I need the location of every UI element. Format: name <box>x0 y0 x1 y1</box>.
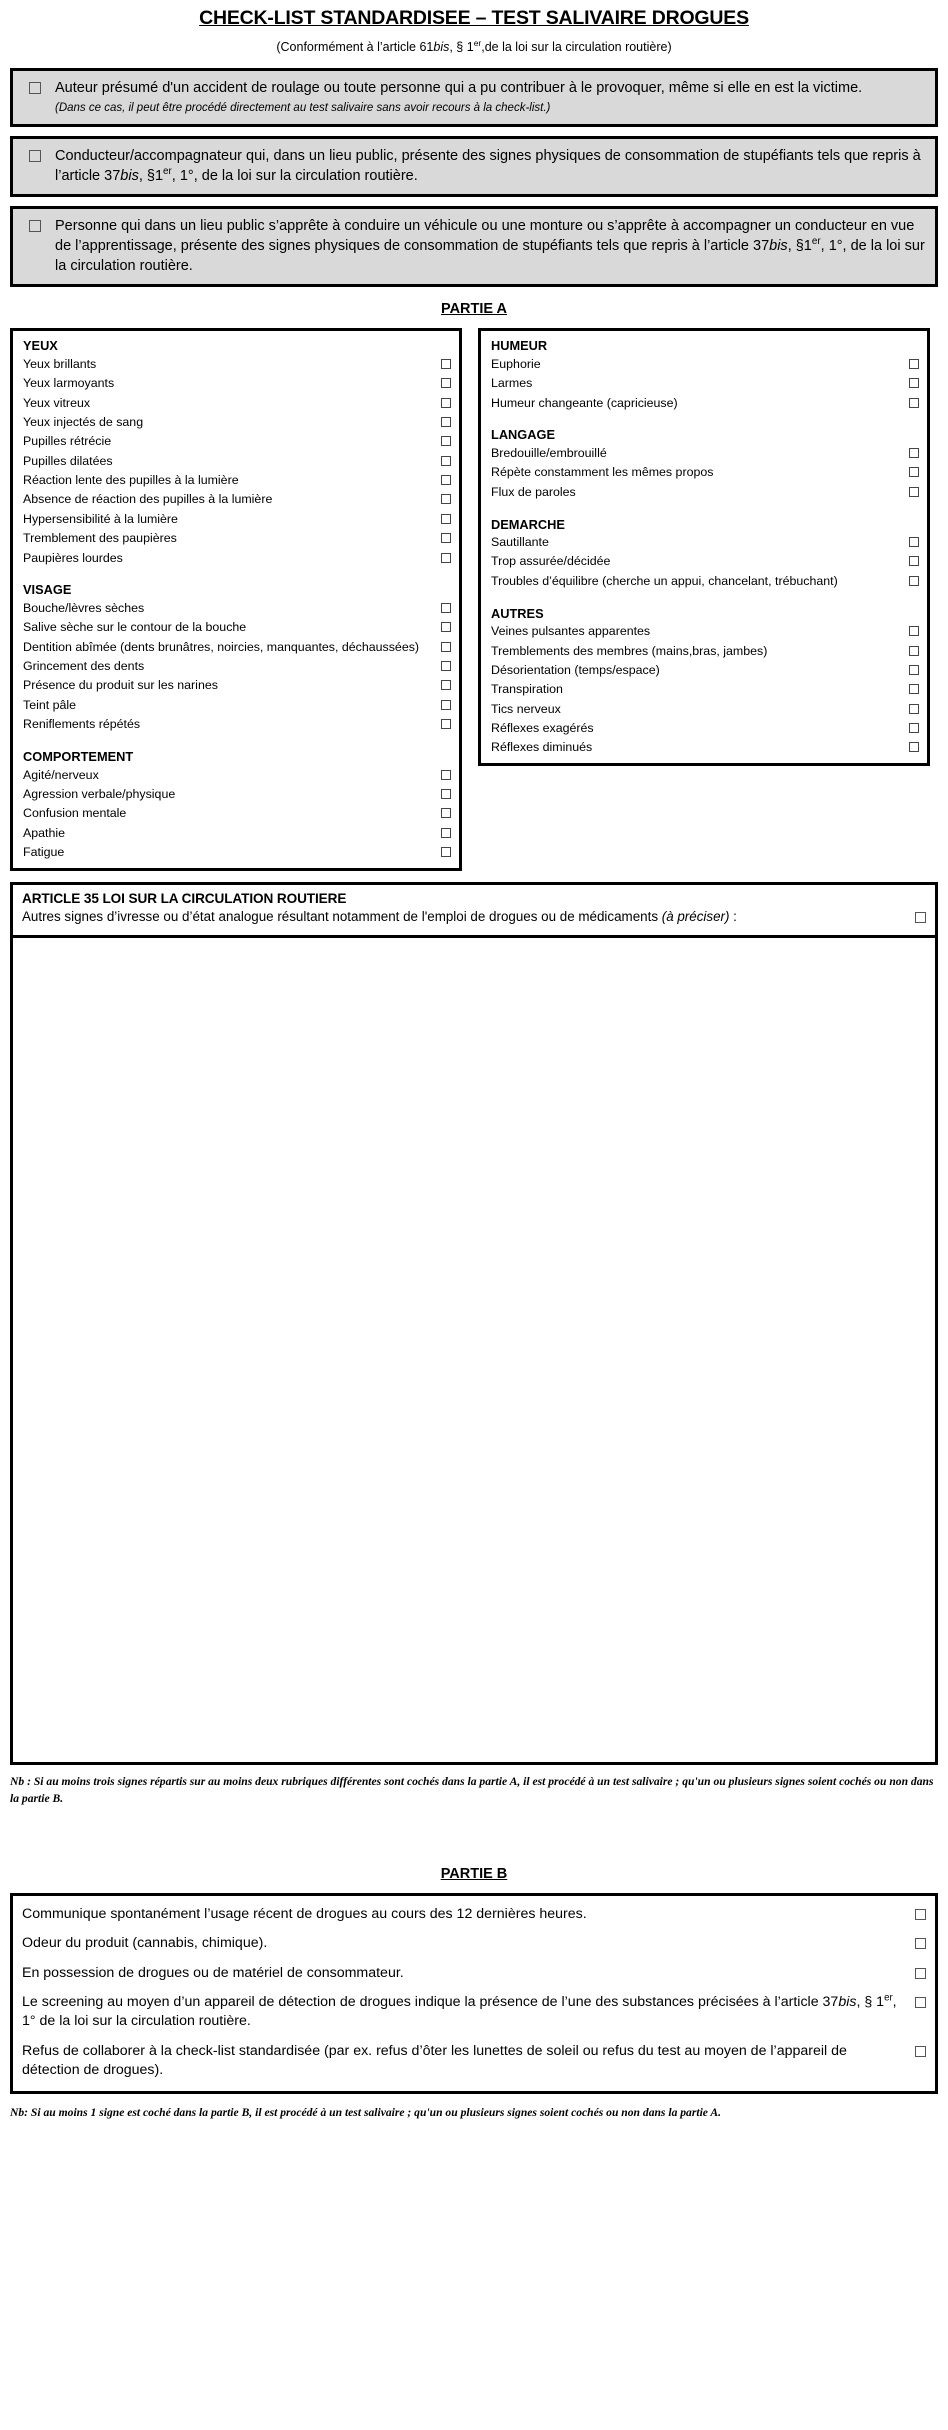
criterion-driver-accompanist-checkbox[interactable] <box>29 150 41 162</box>
checklist-item[interactable] <box>21 451 451 470</box>
checklist-item[interactable] <box>21 823 451 842</box>
checklist-item-label-desorientation-temps-espace: Désorientation (temps/espace) <box>491 662 660 677</box>
checklist-item-label-reaction-lente-des-pupilles-a-la-lumiere: Réaction lente des pupilles à la lumière <box>23 473 239 488</box>
partie-b-item-label-en-possession-de-drogues-ou-de-materiel-de-conso: En possession de drogues ou de matériel de consommateur. <box>22 1964 404 1981</box>
checklist-item-checkbox-confusion-mentale[interactable] <box>441 808 451 818</box>
checklist-item-label-yeux-brillants: Yeux brillants <box>23 356 97 371</box>
checklist-item[interactable] <box>21 784 451 803</box>
checklist-item-label-bouche-levres-seches: Bouche/lèvres sèches <box>23 600 145 615</box>
criterion-driver-accompanist-label: Conducteur/accompagnateur qui, dans un lieu public, présente des signes physiques de consommation de stupéfiants tels que repris à l’article 37 <box>55 148 921 185</box>
article-35-prompt-italic: (à préciser) <box>661 908 730 924</box>
checklist-item[interactable] <box>489 374 919 393</box>
partie-b-item[interactable] <box>22 1959 926 1988</box>
criterion-about-to-drive-label: Personne qui dans un lieu public s’apprête à conduire un véhicule ou une monture ou s’apprête à accompagner un conducteur en vue de l’apprentissage, présente des signes physiques de consommation de stupéfiants tels que repris à l’article 37 <box>55 218 915 255</box>
checklist-item-checkbox-tremblement-des-paupieres[interactable] <box>441 533 451 543</box>
subtitle-prefix: (Conformément à l’article 61 <box>276 40 434 55</box>
group-heading-comportement: COMPORTEMENT <box>23 749 134 765</box>
checklist-item[interactable] <box>21 412 451 431</box>
spacer <box>10 1808 938 1852</box>
criterion-accident-author-label: Auteur présumé d'un accident de roulage ou toute personne qui a pu contribuer à le provoquer, même si elle en est la victime. <box>55 80 863 97</box>
checklist-item-checkbox-trop-assuree-decidee[interactable] <box>909 556 919 566</box>
partie-b-item[interactable] <box>22 2037 926 2086</box>
group-heading-visage: VISAGE <box>23 582 72 598</box>
partie-b-heading: PARTIE B <box>440 1865 508 1882</box>
checklist-item-label-reniflements-repetes: Reniflements répétés <box>23 717 141 732</box>
checklist-item-label-tremblements-des-membres-mains-bras-jambes: Tremblements des membres (mains,bras, jambes) <box>491 643 768 658</box>
group-heading-autres: AUTRES <box>491 605 544 621</box>
checklist-item-label-paupieres-lourdes: Paupières lourdes <box>23 550 123 565</box>
checklist-item-checkbox-reniflements-repetes[interactable] <box>441 719 451 729</box>
checklist-item-checkbox-fatigue[interactable] <box>441 847 451 857</box>
checklist-item[interactable] <box>489 680 919 699</box>
checklist-item-label-teint-pale: Teint pâle <box>23 697 77 712</box>
partie-a-left-column <box>10 328 462 871</box>
checklist-item[interactable] <box>489 571 919 590</box>
article-35-prompt-tail: : <box>729 908 737 924</box>
subtitle-ordinal: er <box>473 38 482 49</box>
checklist-item[interactable] <box>21 695 451 714</box>
group-heading-humeur: HUMEUR <box>491 338 548 354</box>
checklist-item-checkbox-pupilles-dilatees[interactable] <box>441 456 451 466</box>
checklist-item-label-flux-de-paroles: Flux de paroles <box>491 484 576 499</box>
checklist-item-label-absence-de-reaction-des-pupilles-a-la-lumiere: Absence de réaction des pupilles à la lumière <box>23 492 273 507</box>
checklist-item-label-grincement-des-dents: Grincement des dents <box>23 659 145 674</box>
checklist-item-checkbox-agite-nerveux[interactable] <box>441 770 451 780</box>
partie-b-item-text-ordinal: er <box>884 1992 893 2004</box>
checklist-item-label-humeur-changeante-capricieuse: Humeur changeante (capricieuse) <box>491 395 678 410</box>
checklist-item-checkbox-yeux-vitreux[interactable] <box>441 398 451 408</box>
checklist-item-checkbox-teint-pale[interactable] <box>441 700 451 710</box>
checklist-item[interactable] <box>21 354 451 373</box>
checklist-item[interactable] <box>21 393 451 412</box>
page-title: CHECK-LIST STANDARDISEE – TEST SALIVAIRE DROGUES <box>199 7 749 29</box>
group-heading-yeux: YEUX <box>23 338 58 354</box>
checklist-item[interactable] <box>489 393 919 412</box>
subtitle-bis: bis <box>433 40 450 55</box>
criterion-about-to-drive-ordinal: er <box>811 236 821 248</box>
checklist-item-label-presence-du-produit-sur-les-narines: Présence du produit sur les narines <box>23 678 218 693</box>
checklist-item-label-tics-nerveux: Tics nerveux <box>491 701 561 716</box>
group-heading-demarche: DEMARCHE <box>491 516 565 532</box>
checklist-item[interactable] <box>489 622 919 641</box>
checklist-item-label-tremblement-des-paupieres: Tremblement des paupières <box>23 531 177 546</box>
partie-b-item-checkbox[interactable] <box>915 1938 926 1949</box>
checklist-item[interactable] <box>489 738 919 757</box>
checklist-item-label-larmes: Larmes <box>491 376 533 391</box>
partie-b-item[interactable] <box>22 1929 926 1958</box>
checklist-item-checkbox-troubles-d-equilibre-cherche-un-appui-chancelant[interactable] <box>909 576 919 586</box>
checklist-item[interactable] <box>21 490 451 509</box>
criterion-about-to-drive-bis: bis <box>769 238 788 255</box>
checklist-item-label-agite-nerveux: Agité/nerveux <box>23 767 99 782</box>
article-35-checkbox[interactable] <box>915 912 926 923</box>
checklist-item[interactable] <box>489 719 919 738</box>
partie-b-item-checkbox[interactable] <box>915 2046 926 2057</box>
checklist-item[interactable] <box>21 548 451 567</box>
checklist-item-label-yeux-larmoyants: Yeux larmoyants <box>23 376 115 391</box>
article-35-prompt-row[interactable] <box>22 908 926 926</box>
criterion-about-to-drive-checkbox[interactable] <box>29 220 41 232</box>
checklist-item-checkbox-bredouille-embrouille[interactable] <box>909 448 919 458</box>
checklist-item-checkbox-bouche-levres-seches[interactable] <box>441 603 451 613</box>
checklist-item[interactable] <box>21 657 451 676</box>
checklist-item-checkbox-hypersensibilite-a-la-lumiere[interactable] <box>441 514 451 524</box>
partie-b-item-label-odeur-du-produit-cannabis-chimique: Odeur du produit (cannabis, chimique). <box>22 1935 268 1952</box>
checklist-item[interactable] <box>21 676 451 695</box>
checklist-item-label-veines-pulsantes-apparentes: Veines pulsantes apparentes <box>491 624 651 639</box>
checklist-item-checkbox-humeur-changeante-capricieuse[interactable] <box>909 398 919 408</box>
checklist-item-checkbox-salive-seche-sur-le-contour-de-la-bouche[interactable] <box>441 622 451 632</box>
checklist-item-label-confusion-mentale: Confusion mentale <box>23 806 127 821</box>
checklist-item-checkbox-yeux-brillants[interactable] <box>441 359 451 369</box>
checklist-item-checkbox-tics-nerveux[interactable] <box>909 704 919 714</box>
partie-b-item-label-communique-spontanement-l-usage-recent-de-drogue: Communique spontanément l’usage récent de drogues au cours des 12 dernières heures. <box>22 1905 587 1922</box>
checklist-item[interactable] <box>489 699 919 718</box>
partie-a-columns <box>10 328 938 871</box>
checklist-item-checkbox-euphorie[interactable] <box>909 359 919 369</box>
checklist-item[interactable] <box>21 509 451 528</box>
checklist-item-checkbox-reflexes-exageres[interactable] <box>909 723 919 733</box>
checklist-item[interactable] <box>489 660 919 679</box>
page-subtitle <box>10 29 938 68</box>
checklist-item[interactable] <box>21 598 451 617</box>
partie-b-item[interactable] <box>22 1988 926 2037</box>
checklist-item-checkbox-apathie[interactable] <box>441 828 451 838</box>
partie-b-item-text-part1: Le screening au moyen d’un appareil de détection de drogues indique la présence de l’une des substances précisées à l’article 37 <box>22 1994 839 2011</box>
checklist-item-checkbox-reflexes-diminues[interactable] <box>909 742 919 752</box>
criterion-driver-accompanist-bis: bis <box>120 168 139 185</box>
checklist-item-checkbox-paupieres-lourdes[interactable] <box>441 553 451 563</box>
subtitle-suffix: ,de la loi sur la circulation routière) <box>481 40 672 55</box>
partie-b-item-label-refus-de-collaborer-a-la-check-list-standardisee: Refus de collaborer à la check-list standardisée (par ex. refus d’ôter les lunettes de soleil ou refus du test au moyen de l’appareil de détection de drogues). <box>22 2042 847 2079</box>
checklist-item-checkbox-pupilles-retrecie[interactable] <box>441 436 451 446</box>
checklist-item-checkbox-presence-du-produit-sur-les-narines[interactable] <box>441 680 451 690</box>
criterion-driver-accompanist-body <box>55 146 925 186</box>
checklist-item-label-pupilles-dilatees: Pupilles dilatées <box>23 453 113 468</box>
partie-b-item-checkbox[interactable] <box>915 1909 926 1920</box>
checklist-item-checkbox-flux-de-paroles[interactable] <box>909 487 919 497</box>
partie-b-item-checkbox[interactable] <box>915 1997 926 2008</box>
checklist-item-label-trop-assuree-decidee: Trop assurée/décidée <box>491 554 611 569</box>
checklist-item-checkbox-tremblements-des-membres-mains-bras-jambes[interactable] <box>909 646 919 656</box>
checklist-item[interactable] <box>21 432 451 451</box>
article-35-title: ARTICLE 35 LOI SUR LA CIRCULATION ROUTIERE <box>22 890 347 906</box>
checklist-item-checkbox-grincement-des-dents[interactable] <box>441 661 451 671</box>
note-partie-b: Nb: Si au moins 1 signe est coché dans la partie B, il est procédé à un test salivaire ; qu'un ou plusieurs signes soient cochés ou non dans la partie A. <box>10 2105 722 2119</box>
checklist-item-label-reflexes-diminues: Réflexes diminués <box>491 740 593 755</box>
note-partie-a: Nb : Si au moins trois signes répartis sur au moins deux rubriques différentes sont cochés dans la partie A, il est procédé à un test salivaire ; qu'un ou plusieurs signes soient cochés ou non dans la partie B. <box>10 1775 934 1805</box>
checklist-item-checkbox-yeux-larmoyants[interactable] <box>441 378 451 388</box>
checklist-item[interactable] <box>489 482 919 501</box>
article-35-box <box>10 882 938 1765</box>
article-35-header <box>13 885 935 935</box>
criterion-accident-author-note: (Dans ce cas, il peut être procédé directement au test salivaire sans avoir recours à la check-list.) <box>55 102 551 115</box>
criterion-driver-accompanist-tail: , 1°, de la loi sur la circulation routière. <box>171 168 418 185</box>
checklist-item-label-repete-constamment-les-memes-propos: Répète constamment les mêmes propos <box>491 465 714 480</box>
criterion-about-to-drive[interactable] <box>10 206 938 287</box>
checklist-item[interactable] <box>489 641 919 660</box>
checklist-item[interactable] <box>489 443 919 462</box>
checklist-item-checkbox-transpiration[interactable] <box>909 684 919 694</box>
checklist-item-label-bredouille-embrouille: Bredouille/embrouillé <box>491 445 607 460</box>
checklist-item-label-troubles-d-equilibre-cherche-un-appui-chancelant: Troubles d’équilibre (cherche un appui, chancelant, trébuchant) <box>491 573 838 588</box>
checklist-item-label-transpiration: Transpiration <box>491 682 563 697</box>
checklist-item[interactable] <box>21 843 451 862</box>
checklist-item-checkbox-absence-de-reaction-des-pupilles-a-la-lumiere[interactable] <box>441 494 451 504</box>
criterion-driver-accompanist-ordinal: er <box>163 166 172 178</box>
checklist-item-label-fatigue: Fatigue <box>23 845 65 860</box>
checklist-item[interactable] <box>21 374 451 393</box>
checklist-item[interactable] <box>21 529 451 548</box>
checklist-item[interactable] <box>21 618 451 637</box>
criterion-driver-accompanist-mid: , §1 <box>138 168 164 185</box>
partie-b-item-text-bis: bis <box>838 1994 857 2011</box>
criterion-accident-author[interactable] <box>10 68 938 127</box>
partie-b-item-checkbox[interactable] <box>915 1968 926 1979</box>
criterion-accident-author-checkbox[interactable] <box>29 82 41 94</box>
checklist-item[interactable] <box>489 463 919 482</box>
checklist-item-checkbox-veines-pulsantes-apparentes[interactable] <box>909 626 919 636</box>
checklist-item-label-reflexes-exageres: Réflexes exagérés <box>491 721 594 736</box>
checklist-item-label-euphorie: Euphorie <box>491 356 541 371</box>
checklist-item-checkbox-repete-constamment-les-memes-propos[interactable] <box>909 467 919 477</box>
partie-b-box <box>10 1893 938 2094</box>
criterion-driver-accompanist[interactable] <box>10 136 938 197</box>
checklist-item[interactable] <box>21 804 451 823</box>
checklist-item[interactable] <box>489 552 919 571</box>
checklist-item-checkbox-dentition-abimee-dents-brunatres-noircies-manqua[interactable] <box>441 642 451 652</box>
checklist-item-checkbox-yeux-injectes-de-sang[interactable] <box>441 417 451 427</box>
checklist-item-checkbox-reaction-lente-des-pupilles-a-la-lumiere[interactable] <box>441 475 451 485</box>
partie-b-item[interactable] <box>22 1900 926 1929</box>
article-35-free-text-area[interactable] <box>13 938 935 1762</box>
checklist-item-checkbox-larmes[interactable] <box>909 378 919 388</box>
checklist-item-label-yeux-injectes-de-sang: Yeux injectés de sang <box>23 414 144 429</box>
checklist-item-checkbox-desorientation-temps-espace[interactable] <box>909 665 919 675</box>
checklist-item-label-sautillante: Sautillante <box>491 535 549 550</box>
checklist-item[interactable] <box>21 471 451 490</box>
article-35-prompt <box>22 908 915 926</box>
checklist-item-label-hypersensibilite-a-la-lumiere: Hypersensibilité à la lumière <box>23 511 178 526</box>
group-heading-langage: LANGAGE <box>491 427 555 443</box>
partie-b-item-label-screening <box>22 1993 915 2032</box>
checklist-item-label-dentition-abimee-dents-brunatres-noircies-manqua: Dentition abîmée (dents brunâtres, noircies, manquantes, déchaussées) <box>23 639 420 654</box>
criterion-about-to-drive-body <box>55 216 925 276</box>
partie-a-heading: PARTIE A <box>440 301 508 318</box>
checklist-item-checkbox-agression-verbale-physique[interactable] <box>441 789 451 799</box>
partie-b-item-text-part3: , 1° de la loi sur la circulation routière. <box>22 1994 897 2030</box>
partie-b-item-text-part2: , § 1 <box>856 1994 885 2011</box>
criterion-about-to-drive-mid: , §1 <box>787 238 812 255</box>
checklist-item[interactable] <box>21 765 451 784</box>
subtitle-mid: , § 1 <box>449 40 474 55</box>
article-35-prompt-text: Autres signes d’ivresse ou d’état analogue résultant notamment de l'emploi de drogues ou de médicaments <box>22 908 662 924</box>
checklist-item[interactable] <box>489 533 919 552</box>
checklist-item-label-pupilles-retrecie: Pupilles rétrécie <box>23 434 112 449</box>
checklist-item-label-apathie: Apathie <box>23 825 66 840</box>
checklist-item-checkbox-sautillante[interactable] <box>909 537 919 547</box>
checklist-item[interactable] <box>21 637 451 656</box>
partie-a-right-column <box>478 328 930 766</box>
checklist-item-label-yeux-vitreux: Yeux vitreux <box>23 395 91 410</box>
criterion-about-to-drive-tail: , 1°, de la loi sur la circulation routière. <box>55 238 925 275</box>
checklist-item[interactable] <box>21 715 451 734</box>
checklist-item-label-agression-verbale-physique: Agression verbale/physique <box>23 786 176 801</box>
criterion-accident-author-body <box>55 78 925 116</box>
checklist-item[interactable] <box>489 354 919 373</box>
checklist-item-label-salive-seche-sur-le-contour-de-la-bouche: Salive sèche sur le contour de la bouche <box>23 620 247 635</box>
